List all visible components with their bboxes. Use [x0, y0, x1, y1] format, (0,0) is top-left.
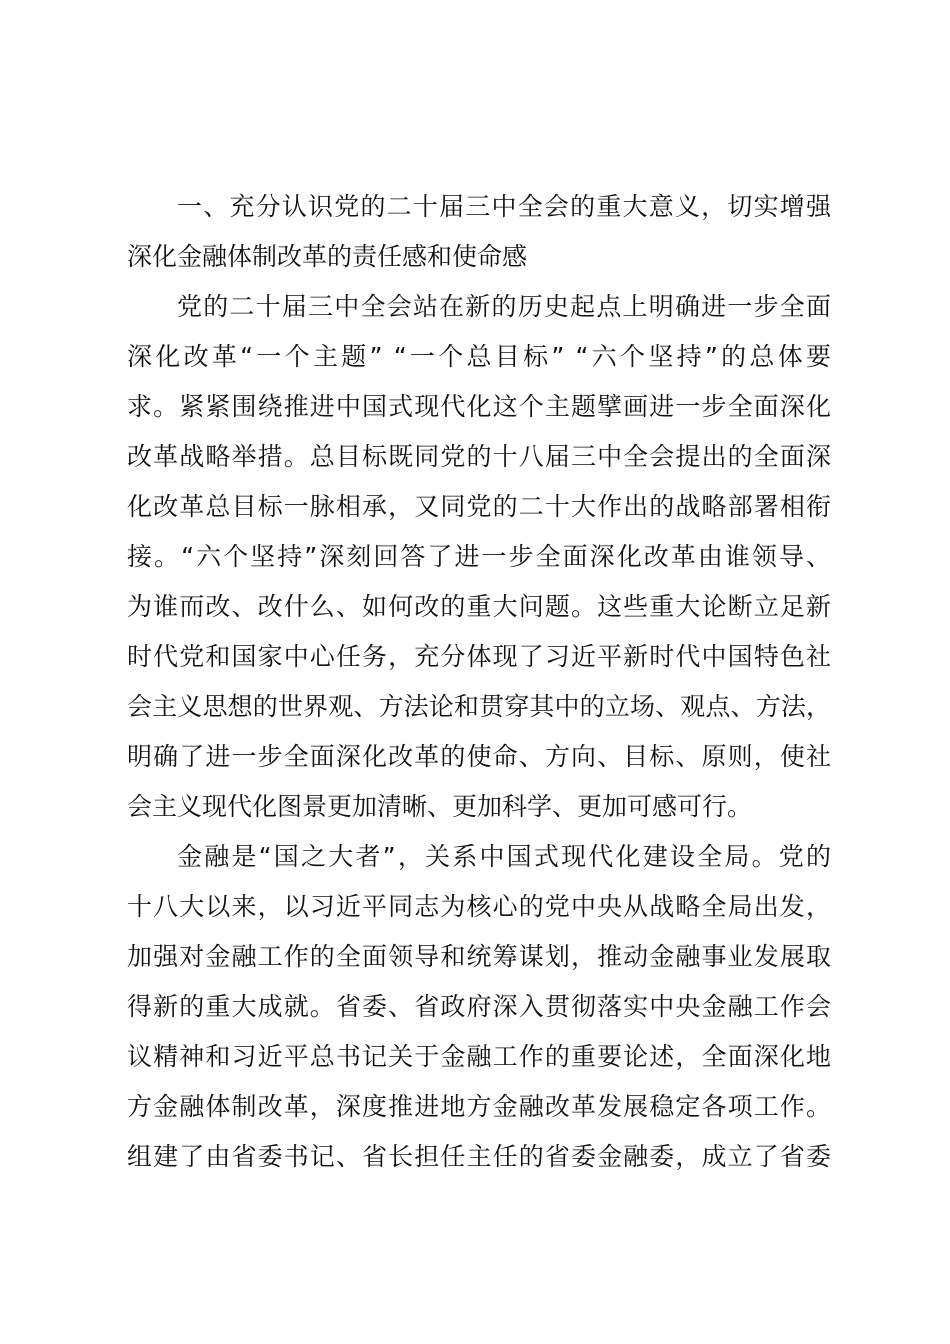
paragraph-line: 党的二十届三中全会站在新的历史起点上明确进一步全面	[177, 292, 831, 321]
heading-line: 深化金融体制改革的责任感和使命感	[127, 242, 528, 271]
paragraph-line: 深化改革“一个主题” “一个总目标” “六个坚持”的总体要	[127, 342, 831, 371]
paragraph	[127, 282, 831, 832]
paragraph-line: 明确了进一步全面深化改革的使命、方向、目标、原则，使社	[127, 742, 831, 771]
heading-line: 一、充分认识党的二十届三中全会的重大意义，切实增强	[177, 192, 831, 221]
paragraph-line: 求。紧紧围绕推进中国式现代化这个主题擘画进一步全面深化	[127, 392, 831, 421]
paragraph-line: 组建了由省委书记、省长担任主任的省委金融委，成立了省委	[127, 1142, 831, 1171]
paragraph-line: 得新的重大成就。省委、省政府深入贯彻落实中央金融工作会	[127, 992, 831, 1021]
paragraph-line: 方金融体制改革，深度推进地方金融改革发展稳定各项工作。	[127, 1092, 831, 1121]
paragraph-line: 会主义思想的世界观、方法论和贯穿其中的立场、观点、方法，	[127, 692, 831, 721]
section-heading	[127, 182, 831, 282]
paragraph-line: 为谁而改、改什么、如何改的重大问题。这些重大论断立足新	[127, 592, 831, 621]
paragraph-line: 十八大以来，以习近平同志为核心的党中央从战略全局出发，	[127, 892, 831, 921]
paragraph-line: 加强对金融工作的全面领导和统筹谋划，推动金融事业发展取	[127, 942, 831, 971]
paragraph	[127, 832, 831, 1182]
paragraph-line: 会主义现代化图景更加清晰、更加科学、更加可感可行。	[127, 792, 753, 821]
paragraph-line: 化改革总目标一脉相承，又同党的二十大作出的战略部署相衔	[127, 492, 831, 521]
paragraph-line: 时代党和国家中心任务，充分体现了习近平新时代中国特色社	[127, 642, 831, 671]
paragraph-line: 议精神和习近平总书记关于金融工作的重要论述，全面深化地	[127, 1042, 831, 1071]
paragraph-line: 接。“六个坚持”深刻回答了进一步全面深化改革由谁领导、	[127, 542, 831, 571]
document-body	[127, 182, 831, 1182]
paragraph-line: 金融是“国之大者”，关系中国式现代化建设全局。党的	[177, 842, 831, 871]
paragraph-line: 改革战略举措。总目标既同党的十八届三中全会提出的全面深	[127, 442, 831, 471]
